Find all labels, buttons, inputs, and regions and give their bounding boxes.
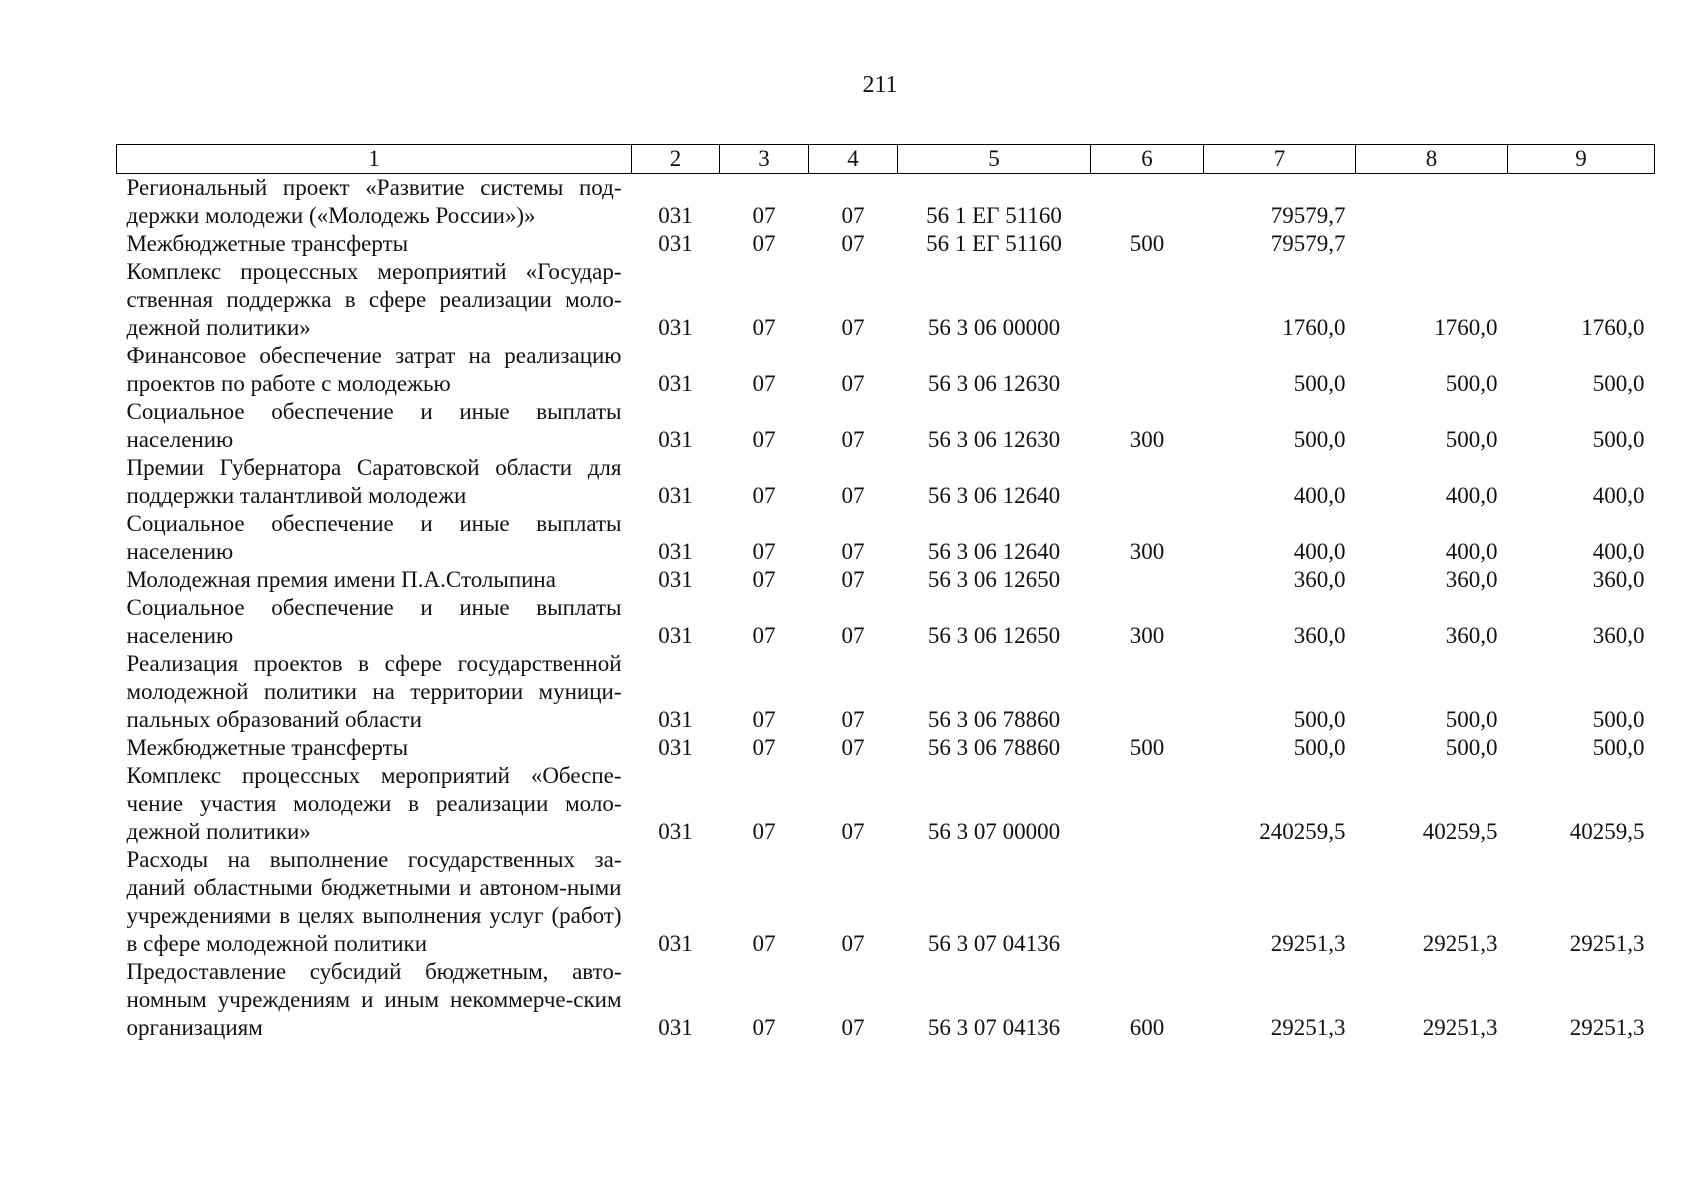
expense-type-code: 300: [1129, 427, 1165, 452]
amount-col-8: 29251,3: [1422, 931, 1498, 956]
table-row: [117, 174, 1655, 231]
table-row: [117, 958, 1655, 1042]
amount-col-8: 500,0: [1445, 427, 1498, 452]
subsection-code: 07: [841, 623, 865, 648]
table-row: [117, 734, 1655, 762]
amount-col-9: [1508, 230, 1655, 258]
expense-name: Комплекс процессных мероприятий «Государ-ственная поддержка в сфере реализации моло-дежной политики»: [126, 259, 622, 340]
expense-name: Социальное обеспечение и иные выплаты населению: [126, 511, 622, 564]
amount-col-9: 40259,5: [1569, 819, 1645, 844]
page-number: 211: [862, 72, 898, 98]
amount-col-7: 400,0: [1293, 483, 1346, 508]
header-cell-8: 8: [1356, 145, 1508, 174]
table-row: [117, 342, 1655, 398]
amount-col-9: 500,0: [1592, 427, 1645, 452]
table-header: [117, 145, 1655, 174]
subsection-code: 07: [841, 315, 865, 340]
subsection-code: 07: [841, 231, 865, 256]
section-code: 07: [752, 707, 776, 732]
ministry-code: 031: [658, 315, 693, 340]
expense-type-code: 300: [1129, 539, 1165, 564]
subsection-code: 07: [841, 427, 865, 452]
ministry-code: 031: [658, 1015, 693, 1040]
amount-col-7: 240259,5: [1259, 819, 1346, 844]
amount-col-7: 29251,3: [1270, 1015, 1346, 1040]
ministry-code: 031: [658, 735, 693, 760]
amount-col-8: 400,0: [1445, 539, 1498, 564]
expense-name: Предоставление субсидий бюджетным, авто-номным учреждениям и иным некоммерче-ским организациям: [126, 959, 622, 1040]
ministry-code: 031: [658, 567, 693, 592]
header-row: [117, 145, 1655, 174]
header-cell-1: 1: [117, 145, 632, 174]
ministry-code: 031: [658, 203, 693, 228]
amount-col-7: 1760,0: [1282, 315, 1346, 340]
target-article-code: 56 3 07 00000: [927, 819, 1061, 844]
amount-col-8: 360,0: [1445, 623, 1498, 648]
table-row: [117, 650, 1655, 734]
section-code: 07: [752, 931, 776, 956]
amount-col-7: 79579,7: [1270, 231, 1346, 256]
amount-col-8: 1760,0: [1434, 315, 1498, 340]
subsection-code: 07: [841, 707, 865, 732]
subsection-code: 07: [841, 203, 865, 228]
table-row: [117, 258, 1655, 342]
ministry-code: 031: [658, 371, 693, 396]
amount-col-8: 40259,5: [1422, 819, 1498, 844]
ministry-code: 031: [658, 231, 693, 256]
amount-col-8: 29251,3: [1422, 1015, 1498, 1040]
expense-name: Региональный проект «Развитие системы под-держки молодежи («Молодежь России»)»: [126, 175, 622, 228]
amount-col-8: 500,0: [1445, 371, 1498, 396]
amount-col-9: 29251,3: [1569, 1015, 1645, 1040]
amount-col-9: 1760,0: [1581, 315, 1645, 340]
expense-type-code: [1091, 566, 1204, 594]
target-article-code: 56 3 07 04136: [927, 931, 1061, 956]
section-code: 07: [752, 315, 776, 340]
expense-name: Социальное обеспечение и иные выплаты населению: [126, 595, 622, 648]
target-article-code: 56 3 06 12640: [927, 539, 1061, 564]
amount-col-7: 400,0: [1293, 539, 1346, 564]
section-code: 07: [752, 203, 776, 228]
subsection-code: 07: [841, 931, 865, 956]
amount-col-7: 29251,3: [1270, 931, 1346, 956]
amount-col-7: 500,0: [1293, 735, 1346, 760]
expense-name: Социальное обеспечение и иные выплаты населению: [126, 399, 622, 452]
expense-type-code: 500: [1129, 735, 1165, 760]
amount-col-8: [1356, 174, 1508, 231]
header-cell-9: 9: [1508, 145, 1655, 174]
expense-type-code: 600: [1129, 1015, 1165, 1040]
table-body: [117, 174, 1655, 1043]
amount-col-8: 500,0: [1445, 735, 1498, 760]
table-row: [117, 566, 1655, 594]
section-code: 07: [752, 483, 776, 508]
expense-type-code: [1091, 762, 1204, 846]
ministry-code: 031: [658, 539, 693, 564]
header-cell-6: 6: [1091, 145, 1204, 174]
section-code: 07: [752, 819, 776, 844]
amount-col-8: 360,0: [1445, 567, 1498, 592]
table-row: [117, 762, 1655, 846]
section-code: 07: [752, 1015, 776, 1040]
expense-type-code: [1091, 174, 1204, 231]
target-article-code: 56 3 06 78860: [927, 707, 1061, 732]
target-article-code: 56 1 ЕГ 51160: [926, 203, 1062, 228]
target-article-code: 56 3 06 78860: [927, 735, 1061, 760]
expense-name: Молодежная премия имени П.А.Столыпина: [126, 567, 556, 592]
expense-name: Реализация проектов в сфере государственной молодежной политики на территории муници-пальных образований области: [126, 651, 622, 732]
amount-col-7: 500,0: [1293, 707, 1346, 732]
target-article-code: 56 3 06 12650: [927, 567, 1061, 592]
amount-col-7: 360,0: [1293, 567, 1346, 592]
amount-col-9: 29251,3: [1569, 931, 1645, 956]
expense-type-code: [1091, 258, 1204, 342]
amount-col-8: 500,0: [1445, 707, 1498, 732]
amount-col-9: 360,0: [1592, 567, 1645, 592]
expense-name: Финансовое обеспечение затрат на реализацию проектов по работе с молодежью: [126, 343, 622, 396]
section-code: 07: [752, 427, 776, 452]
amount-col-9: 400,0: [1592, 483, 1645, 508]
header-cell-4: 4: [809, 145, 898, 174]
expense-type-code: [1091, 846, 1204, 958]
amount-col-8: [1356, 230, 1508, 258]
subsection-code: 07: [841, 483, 865, 508]
table-row: [117, 594, 1655, 650]
ministry-code: 031: [658, 707, 693, 732]
table-row: [117, 398, 1655, 454]
amount-col-9: 400,0: [1592, 539, 1645, 564]
section-code: 07: [752, 231, 776, 256]
amount-col-9: 360,0: [1592, 623, 1645, 648]
target-article-code: 56 1 ЕГ 51160: [926, 231, 1062, 256]
amount-col-7: 500,0: [1293, 371, 1346, 396]
expense-name: Межбюджетные трансферты: [126, 231, 409, 256]
expense-name: Премии Губернатора Саратовской области для поддержки талантливой молодежи: [126, 455, 622, 508]
budget-table: [116, 144, 1655, 1042]
ministry-code: 031: [658, 427, 693, 452]
header-cell-7: 7: [1204, 145, 1356, 174]
ministry-code: 031: [658, 483, 693, 508]
amount-col-8: 400,0: [1445, 483, 1498, 508]
ministry-code: 031: [658, 819, 693, 844]
table-row: [117, 846, 1655, 958]
expense-name: Расходы на выполнение государственных за-даний областными бюджетными и автоном-ными учреждениями в целях выполнения услуг (работ) в сфере молодежной политики: [126, 847, 622, 956]
expense-type-code: 500: [1129, 231, 1165, 256]
target-article-code: 56 3 06 12630: [927, 427, 1061, 452]
amount-col-9: 500,0: [1592, 735, 1645, 760]
amount-col-7: 360,0: [1293, 623, 1346, 648]
amount-col-7: 500,0: [1293, 427, 1346, 452]
target-article-code: 56 3 06 12650: [927, 623, 1061, 648]
subsection-code: 07: [841, 539, 865, 564]
subsection-code: 07: [841, 735, 865, 760]
expense-name: Межбюджетные трансферты: [126, 735, 409, 760]
ministry-code: 031: [658, 623, 693, 648]
target-article-code: 56 3 06 12640: [927, 483, 1061, 508]
table-row: [117, 510, 1655, 566]
subsection-code: 07: [841, 567, 865, 592]
section-code: 07: [752, 623, 776, 648]
target-article-code: 56 3 06 00000: [927, 315, 1061, 340]
section-code: 07: [752, 567, 776, 592]
expense-type-code: [1091, 454, 1204, 510]
amount-col-9: 500,0: [1592, 371, 1645, 396]
amount-col-9: 500,0: [1592, 707, 1645, 732]
section-code: 07: [752, 539, 776, 564]
expense-type-code: [1091, 342, 1204, 398]
target-article-code: 56 3 06 12630: [927, 371, 1061, 396]
expense-type-code: [1091, 650, 1204, 734]
ministry-code: 031: [658, 931, 693, 956]
section-code: 07: [752, 735, 776, 760]
subsection-code: 07: [841, 819, 865, 844]
target-article-code: 56 3 07 04136: [927, 1015, 1061, 1040]
expense-name: Комплекс процессных мероприятий «Обеспе-чение участия молодежи в реализации моло-дежной политики»: [126, 763, 622, 844]
table-row: [117, 230, 1655, 258]
header-cell-2: 2: [632, 145, 720, 174]
amount-col-7: 79579,7: [1270, 203, 1346, 228]
subsection-code: 07: [841, 371, 865, 396]
header-cell-5: 5: [898, 145, 1091, 174]
table-row: [117, 454, 1655, 510]
subsection-code: 07: [841, 1015, 865, 1040]
expense-type-code: 300: [1129, 623, 1165, 648]
section-code: 07: [752, 371, 776, 396]
amount-col-9: [1508, 174, 1655, 231]
header-cell-3: 3: [720, 145, 809, 174]
